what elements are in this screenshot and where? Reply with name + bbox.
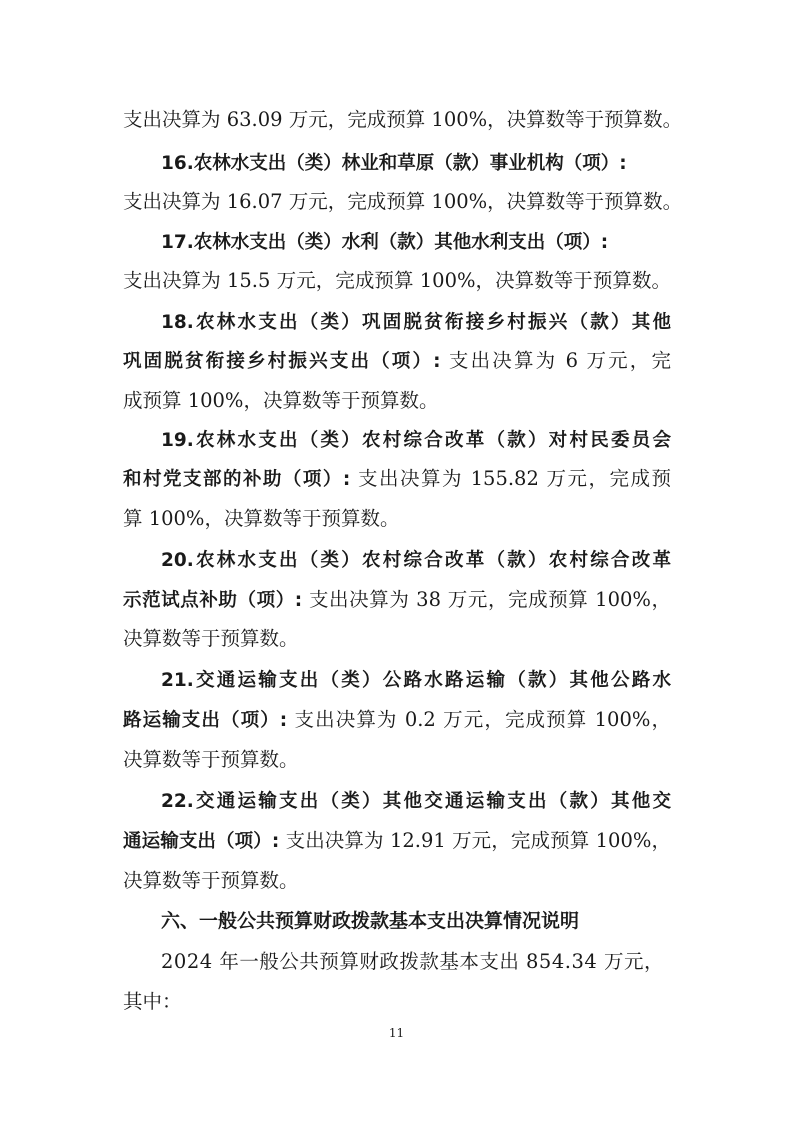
- item-heading: 20.农林水支出（类）农村综合改革（款）农村综合改革: [161, 550, 671, 571]
- paragraph-line: 支出决算为 15.5 万元，完成预算 100%，决算数等于预算数。: [123, 269, 671, 292]
- paragraph-line: 和村党支部的补助（项）: 支出决算为 155.82 万元，完成预: [123, 467, 671, 490]
- paragraph-line: 通运输支出（项）: 支出决算为 12.91 万元，完成预算 100%，: [123, 829, 671, 852]
- item-heading: 22.交通运输支出（类）其他交通运输支出（款）其他交: [161, 791, 671, 812]
- paragraph-line: 算 100%，决算数等于预算数。: [123, 507, 400, 530]
- item-heading: 18.农林水支出（类）巩固脱贫衔接乡村振兴（款）其他: [161, 312, 671, 333]
- paragraph-line: 支出决算为 63.09 万元，完成预算 100%，决算数等于预算数。: [123, 108, 683, 131]
- page-number: 11: [388, 1026, 405, 1040]
- item-heading: 19.农林水支出（类）农村综合改革（款）对村民委员会: [161, 430, 671, 451]
- summary-line: 其中：: [123, 990, 182, 1013]
- paragraph-line: 决算数等于预算数。: [123, 869, 299, 892]
- paragraph-line: 示范试点补助（项）: 支出决算为 38 万元，完成预算 100%，: [123, 588, 672, 611]
- paragraph-line: 决算数等于预算数。: [123, 748, 299, 771]
- paragraph-line: 支出决算为 16.07 万元，完成预算 100%，决算数等于预算数。: [123, 190, 683, 213]
- paragraph-line: 成预算 100%，决算数等于预算数。: [123, 389, 439, 412]
- paragraph-line: 路运输支出（项）: 支出决算为 0.2 万元，完成预算 100%，: [123, 708, 671, 731]
- summary-line: 2024 年一般公共预算财政拨款基本支出 854.34 万元，: [161, 950, 664, 973]
- item-heading: 17.农林水支出（类）水利（款）其他水利支出（项）:: [161, 232, 609, 253]
- paragraph-line: 决算数等于预算数。: [123, 627, 299, 650]
- paragraph-line: 巩固脱贫衔接乡村振兴支出（项）: 支出决算为 6 万元，完: [123, 349, 671, 372]
- item-heading: 16.农林水支出（类）林业和草原（款）事业机构（项）:: [161, 153, 627, 174]
- item-heading: 21.交通运输支出（类）公路水路运输（款）其他公路水: [161, 670, 671, 691]
- section-heading: 六、一般公共预算财政拨款基本支出决算情况说明: [161, 910, 580, 932]
